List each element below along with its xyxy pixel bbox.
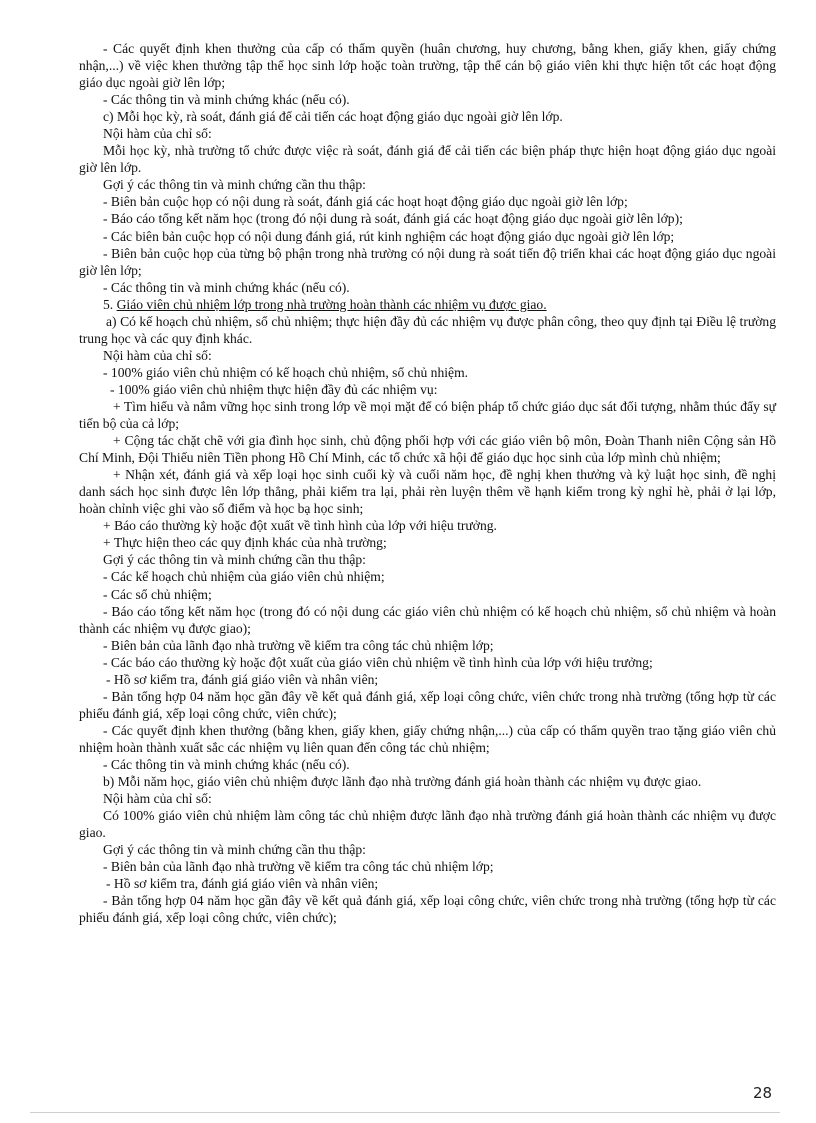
list-item: - Báo cáo tổng kết năm học (trong đó có nội dung các giáo viên chủ nhiệm có kế hoạch chủ nhiệm, sổ chủ nhiệm và hoàn thành các nhiệm vụ được giao);: [79, 603, 776, 636]
list-item: - Hồ sơ kiểm tra, đánh giá giáo viên và nhân viên;: [106, 876, 379, 892]
paragraph: - Các thông tin và minh chứng khác (nếu có).: [103, 92, 350, 108]
sub-list-item: + Báo cáo thường kỳ hoặc đột xuất về tình hình của lớp với hiệu trưởng.: [103, 518, 497, 534]
list-item: - Bản tổng hợp 04 năm học gần đây về kết quả đánh giá, xếp loại công chức, viên chức trong nhà trường (tổng hợp từ các phiếu đánh giá, xếp loại công chức, viên chức);: [79, 688, 776, 721]
page-number: 28: [753, 1084, 773, 1102]
criterion-title: Giáo viên chủ nhiệm lớp trong nhà trường hoàn thành các nhiệm vụ được giao.: [116, 296, 547, 312]
paragraph: Mỗi học kỳ, nhà trường tổ chức được việc rà soát, đánh giá để cải tiến các biện pháp thực hiện hoạt động giáo dục ngoài giờ lên lớp.: [79, 143, 776, 176]
list-item: - Các thông tin và minh chứng khác (nếu có).: [103, 756, 350, 772]
list-item: - 100% giáo viên chủ nhiệm thực hiện đầy đủ các nhiệm vụ:: [110, 381, 438, 397]
list-item: - Biên bản cuộc họp có nội dung rà soát, đánh giá các hoạt hoạt động giáo dục ngoài giờ lên lớp;: [103, 194, 628, 210]
document-body: [79, 40, 776, 926]
list-item: - Các quyết định khen thưởng (bằng khen, giấy khen, giấy chứng nhận,...) của cấp có thẩm quyền trao tặng giáo viên chủ nhiệm hoàn thành xuất sắc các nhiệm vụ liên quan đến công tác chủ nhiệm;: [79, 722, 776, 755]
section-label: Gợi ý các thông tin và minh chứng cần thu thập:: [103, 177, 366, 193]
list-item: - Biên bản của lãnh đạo nhà trường về kiểm tra công tác chủ nhiệm lớp;: [103, 859, 494, 875]
sub-list-item: + Nhận xét, đánh giá và xếp loại học sinh cuối kỳ và cuối năm học, đề nghị khen thưởng và kỷ luật học sinh, đề nghị danh sách học sinh được lên lớp thẳng, phải kiểm tra lại, phải rèn luyện thêm về hạnh kiểm trong kỳ nghỉ hè, phải ở lại lớp, hoàn chỉnh việc ghi vào sổ điểm và học bạ học sinh;: [79, 467, 776, 517]
list-item: - Báo cáo tổng kết năm học (trong đó nội dung rà soát, đánh giá các hoạt động giáo dục ngoài giờ lên lớp);: [103, 211, 683, 227]
paragraph: - Các quyết định khen thưởng của cấp có thẩm quyền (huân chương, huy chương, bằng khen, giấy khen, giấy chứng nhận,...) về việc khen thưởng tập thể học sinh lớp hoặc toàn trường, tập thể cán bộ giáo viên khi thực hiện tốt các hoạt động giáo dục ngoài giờ lên lớp;: [79, 41, 776, 91]
section-label: Gợi ý các thông tin và minh chứng cần thu thập:: [103, 842, 366, 858]
footer-divider: [30, 1112, 780, 1113]
paragraph: Có 100% giáo viên chủ nhiệm làm công tác chủ nhiệm được lãnh đạo nhà trường đánh giá hoàn thành các nhiệm vụ được giao.: [79, 808, 776, 841]
section-label: Nội hàm của chỉ số:: [103, 347, 212, 363]
section-label: Nội hàm của chỉ số:: [103, 791, 212, 807]
criterion-heading: [79, 296, 776, 313]
list-item: - 100% giáo viên chủ nhiệm có kế hoạch chủ nhiệm, sổ chủ nhiệm.: [103, 364, 469, 380]
list-item: - Biên bản của lãnh đạo nhà trường về kiểm tra công tác chủ nhiệm lớp;: [103, 637, 494, 653]
section-label: Nội hàm của chỉ số:: [103, 126, 212, 142]
list-item: - Các biên bản cuộc họp có nội dung đánh giá, rút kinh nghiệm các hoạt động giáo dục ngoài giờ lên lớp;: [103, 228, 675, 244]
criterion-number: 5.: [103, 296, 117, 312]
list-item: - Biên bản cuộc họp của từng bộ phận trong nhà trường có nội dung rà soát tiến độ triển khai các hoạt động giáo dục ngoài giờ lên lớp;: [79, 245, 776, 278]
indicator-heading-a: a) Có kế hoạch chủ nhiệm, sổ chủ nhiệm; thực hiện đầy đủ các nhiệm vụ được phân công, theo quy định tại Điều lệ trường trung học và các quy định khác.: [79, 313, 776, 346]
section-label: Gợi ý các thông tin và minh chứng cần thu thập:: [103, 552, 366, 568]
sub-list-item: + Thực hiện theo các quy định khác của nhà trường;: [103, 535, 387, 551]
list-item: - Các sổ chủ nhiệm;: [103, 586, 212, 602]
list-item: - Các thông tin và minh chứng khác (nếu có).: [103, 279, 350, 295]
list-item: - Các kế hoạch chủ nhiệm của giáo viên chủ nhiệm;: [103, 569, 385, 585]
list-item: - Bản tổng hợp 04 năm học gần đây về kết quả đánh giá, xếp loại công chức, viên chức trong nhà trường (tổng hợp từ các phiếu đánh giá, xếp loại công chức, viên chức);: [79, 893, 776, 926]
sub-list-item: + Cộng tác chặt chẽ với gia đình học sinh, chủ động phối hợp với các giáo viên bộ môn, Đoàn Thanh niên Cộng sản Hồ Chí Minh, Đội Thiếu niên Tiền phong Hồ Chí Minh, các tổ chức xã hội để giáo dục học sinh của lớp mình chủ nhiệm;: [79, 433, 776, 466]
sub-list-item: + Tìm hiểu và nắm vững học sinh trong lớp về mọi mặt để có biện pháp tổ chức giáo dục sát đối tượng, nhằm thúc đẩy sự tiến bộ của cả lớp;: [79, 398, 776, 432]
list-item: - Các báo cáo thường kỳ hoặc đột xuất của giáo viên chủ nhiệm về tình hình của lớp với hiệu trưởng;: [103, 654, 653, 670]
indicator-heading-b: b) Mỗi năm học, giáo viên chủ nhiệm được lãnh đạo nhà trường đánh giá hoàn thành các nhiệm vụ được giao.: [103, 774, 702, 790]
list-item: - Hồ sơ kiểm tra, đánh giá giáo viên và nhân viên;: [106, 671, 379, 687]
indicator-heading-c: c) Mỗi học kỳ, rà soát, đánh giá để cải tiến các hoạt động giáo dục ngoài giờ lên lớp.: [103, 109, 563, 125]
